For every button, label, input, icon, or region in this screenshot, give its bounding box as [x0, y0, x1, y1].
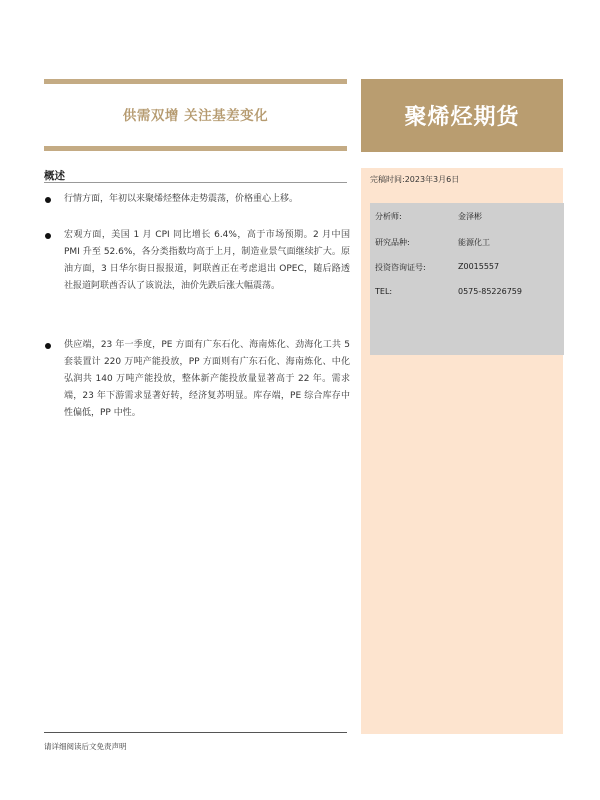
analyst-value: 金泽彬: [458, 212, 482, 221]
summary-rule: [44, 182, 347, 183]
category-value: 能源化工: [458, 238, 490, 247]
analyst-info-box: [370, 203, 564, 355]
license-label: 投资咨询证号:: [375, 263, 426, 272]
disclaimer-note: 请详细阅读后文免责声明: [44, 742, 127, 751]
summary-bullet-macro: 宏观方面，美国 1 月 CPI 同比增长 6.4%，高于市场预期。2 月中国 PMI 升至 52.6%，各分类指数均高于上月，制造业景气面继续扩大。原油方面，3 日华尔街日报报道，阿联酋正在考虑退出 OPEC，随后路透社报道阿联酋否认了该说法，油价先跌后涨大幅震荡。: [64, 230, 350, 291]
analyst-label: 分析师:: [375, 212, 402, 221]
tel-value: 0575-85226759: [458, 287, 522, 296]
bullet-icon: [45, 233, 51, 239]
category-label: 研究品种:: [375, 238, 410, 247]
bullet-icon: [45, 343, 51, 349]
footer-rule: [44, 732, 347, 733]
summary-bullet-supply: 供应端，23 年一季度，PE 方面有广东石化、海南炼化、劲海化工共 5 套装置计 220 万吨产能投放，PP 方面则有广东石化、海南炼化、中化弘润共 140 万吨产能投放，整体新产能投放量显著高于 22 年。需求端，23 年下游需求显著好转，经济复苏明显。库存端，PE 综合库存中性偏低，PP 中性。: [64, 340, 350, 418]
headline-bottom-rule: [44, 146, 347, 151]
headline-top-rule: [44, 79, 347, 84]
tel-label: TEL:: [375, 287, 393, 296]
bullet-icon: [45, 197, 51, 203]
brand-title-box: [361, 79, 563, 152]
completion-date: 完稿时间:2023年3月6日: [370, 175, 460, 184]
license-value: Z0015557: [458, 262, 500, 271]
summary-bullet-market: 行情方面，年初以来聚烯烃整体走势震荡，价格重心上移。: [64, 194, 299, 204]
brand-title: 聚烯烃期货: [404, 105, 520, 130]
report-headline: 供需双增 关注基差变化: [122, 108, 269, 124]
summary-title: 概述: [44, 170, 65, 182]
